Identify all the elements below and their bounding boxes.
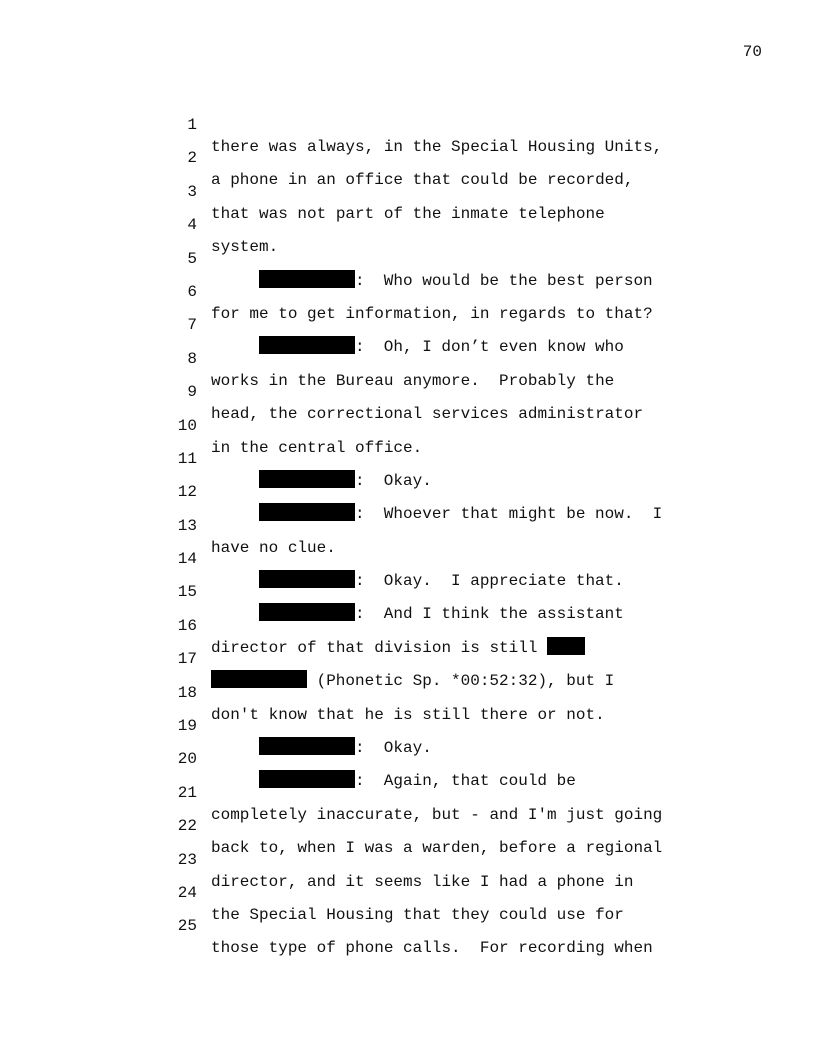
line-text: that was not part of the inmate telephone — [211, 204, 605, 223]
line-text: (Phonetic Sp. *00:52:32), but I — [307, 672, 615, 691]
transcript-line-14 — [0, 526, 816, 591]
line-text: director, and it seems like I had a phone in — [211, 872, 634, 891]
transcript-line-13 — [0, 493, 816, 557]
transcript-line-12 — [0, 459, 816, 524]
line-text: in the central office. — [211, 438, 423, 457]
line-text: those type of phone calls. For recording when — [211, 939, 653, 958]
transcript-line-15 — [0, 559, 816, 624]
line-number: 24 — [177, 883, 197, 902]
line-text: : And I think the assistant — [355, 605, 624, 624]
line-number: 10 — [177, 416, 197, 435]
transcript-line-17 — [0, 626, 816, 691]
transcript-line-24 — [0, 860, 816, 924]
line-number: 7 — [187, 316, 197, 335]
transcript-line-18 — [0, 660, 816, 724]
line-text: : Whoever that might be now. I — [355, 505, 663, 524]
line-text: a phone in an office that could be recorded, — [211, 171, 634, 190]
transcript-line-22 — [0, 793, 816, 858]
line-text: for me to get information, in regards to that? — [211, 304, 653, 323]
line-number: 21 — [177, 783, 197, 802]
transcript-line-25 — [0, 893, 816, 958]
line-number: 5 — [187, 249, 197, 268]
line-number: 4 — [187, 216, 197, 235]
transcript-line-11 — [0, 426, 816, 490]
line-text: : Okay. — [355, 471, 432, 490]
line-number: 13 — [177, 516, 197, 535]
line-text: back to, when I was a warden, before a regional — [211, 839, 663, 858]
line-text: : Again, that could be — [355, 772, 576, 791]
line-number: 9 — [187, 383, 197, 402]
line-number: 11 — [177, 449, 197, 468]
transcript-line-6 — [0, 259, 816, 323]
transcript-line-19 — [0, 693, 816, 758]
line-number: 15 — [177, 583, 197, 602]
line-number: 18 — [177, 683, 197, 702]
transcript-line-1 — [0, 92, 816, 156]
line-number: 25 — [177, 917, 197, 936]
page-number: 70 — [742, 43, 762, 61]
line-number: 20 — [177, 750, 197, 769]
line-number: 14 — [177, 550, 197, 569]
line-text: have no clue. — [211, 538, 336, 557]
transcript-line-16 — [0, 593, 816, 657]
line-text: system. — [211, 238, 279, 257]
line-text: : Okay. I appreciate that. — [355, 572, 624, 591]
line-text: head, the correctional services administrator — [211, 405, 644, 424]
transcript-line-23 — [0, 827, 816, 891]
transcript-line-3 — [0, 159, 816, 223]
line-number: 17 — [177, 650, 197, 669]
transcript-line-4 — [0, 192, 816, 257]
transcript-line-9 — [0, 359, 816, 424]
transcript-line-2 — [0, 125, 816, 190]
line-number: 8 — [187, 349, 197, 368]
transcript-line-5 — [0, 226, 816, 290]
line-number: 3 — [187, 182, 197, 201]
transcript-line-21 — [0, 760, 816, 824]
transcript-line-8 — [0, 326, 816, 390]
transcript-line-10 — [0, 393, 816, 457]
line-text: don't know that he is still there or not. — [211, 705, 605, 724]
transcript-line-7 — [0, 292, 816, 357]
line-number: 12 — [177, 483, 197, 502]
line-number: 1 — [187, 116, 197, 134]
line-text: : Oh, I don’t even know who — [355, 338, 624, 357]
line-text: there was always, in the Special Housing Units, — [211, 138, 663, 156]
line-text: director of that division is still — [211, 638, 548, 657]
line-text: completely inaccurate, but - and I'm just going — [211, 805, 663, 824]
transcript-lines — [0, 92, 816, 958]
line-text: : Okay. — [355, 739, 432, 758]
line-number: 23 — [177, 850, 197, 869]
line-text: works in the Bureau anymore. Probably the — [211, 371, 615, 390]
line-number: 19 — [177, 717, 197, 736]
line-number: 22 — [177, 817, 197, 836]
transcript-line-20 — [0, 726, 816, 791]
line-text: the Special Housing that they could use for — [211, 905, 624, 924]
line-number: 16 — [177, 616, 197, 635]
line-text: : Who would be the best person — [355, 271, 653, 290]
line-number: 2 — [187, 149, 197, 168]
line-number: 6 — [187, 282, 197, 301]
